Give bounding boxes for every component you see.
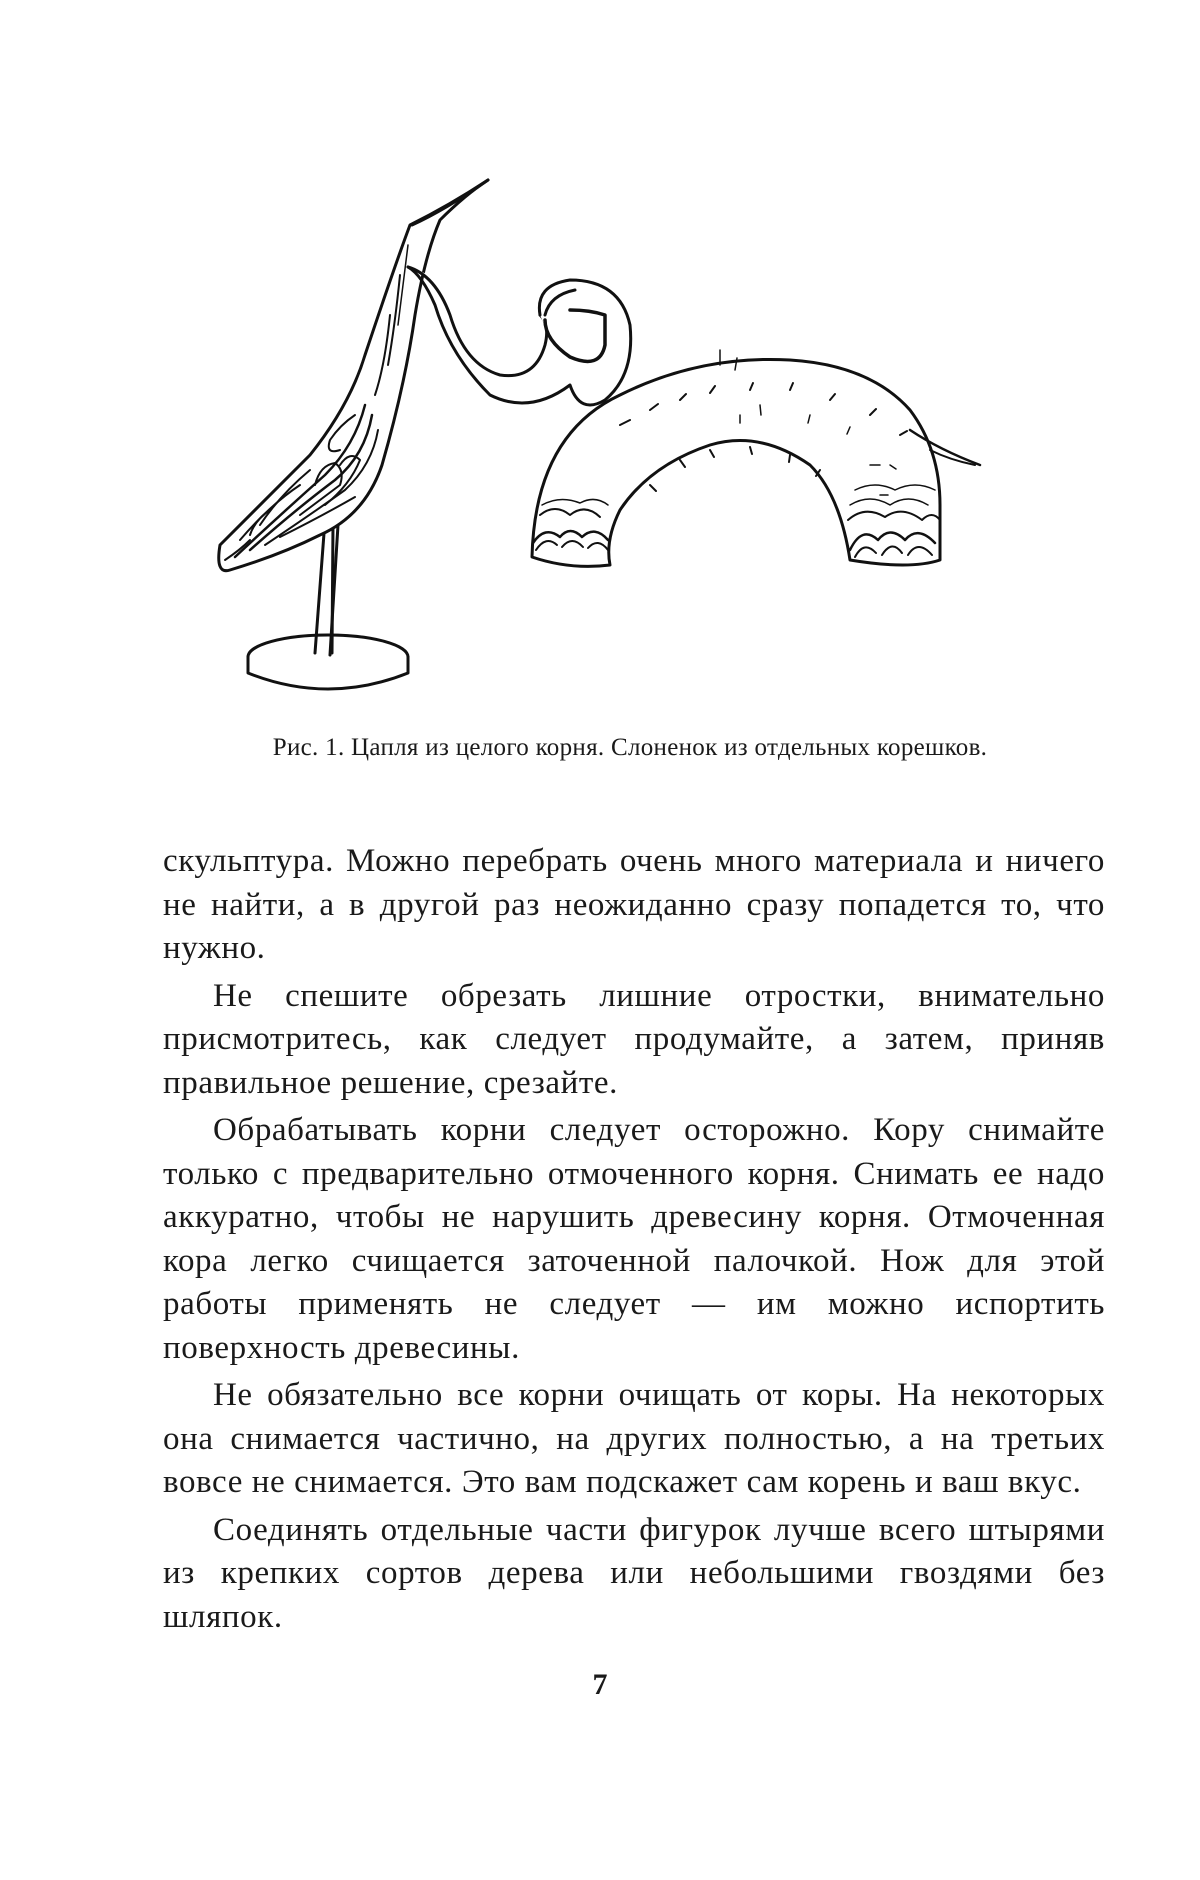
body-text xyxy=(163,840,1105,1639)
figure-illustration xyxy=(150,165,1110,705)
paragraph: Соединять отдельные части фигурок лучше всего штырями из крепких сортов дерева или небольшими гвоздями без шляпок. xyxy=(163,1509,1105,1640)
elephant-drawing xyxy=(408,267,980,566)
heron-drawing xyxy=(219,180,488,689)
paragraph: Не обязательно все корни очищать от коры. На некоторых она снимается частично, на других полностью, а на третьих вовсе не снимается. Это вам подскажет сам корень и ваш вкус. xyxy=(163,1374,1105,1505)
book-page xyxy=(0,0,1200,1880)
figure-caption: Рис. 1. Цапля из целого корня. Слоненок из отдельных корешков. xyxy=(150,734,1110,762)
paragraph: Не спешите обрезать лишние отростки, внимательно присмотритесь, как следует продумайте, а затем, приняв правильное решение, срезайте. xyxy=(163,975,1105,1106)
paragraph: Обрабатывать корни следует осторожно. Кору снимайте только с предварительно отмоченного корня. Снимать ее надо аккуратно, чтобы не нарушить древесину корня. Отмоченная кора легко счищается заточенной палочкой. Нож для этой работы применять не следует — им можно испортить поверхность древесины. xyxy=(163,1109,1105,1370)
page-number: 7 xyxy=(0,1668,1200,1702)
paragraph: скульптура. Можно перебрать очень много материала и ничего не найти, а в другой раз неожиданно сразу попадется то, что нужно. xyxy=(163,840,1105,971)
